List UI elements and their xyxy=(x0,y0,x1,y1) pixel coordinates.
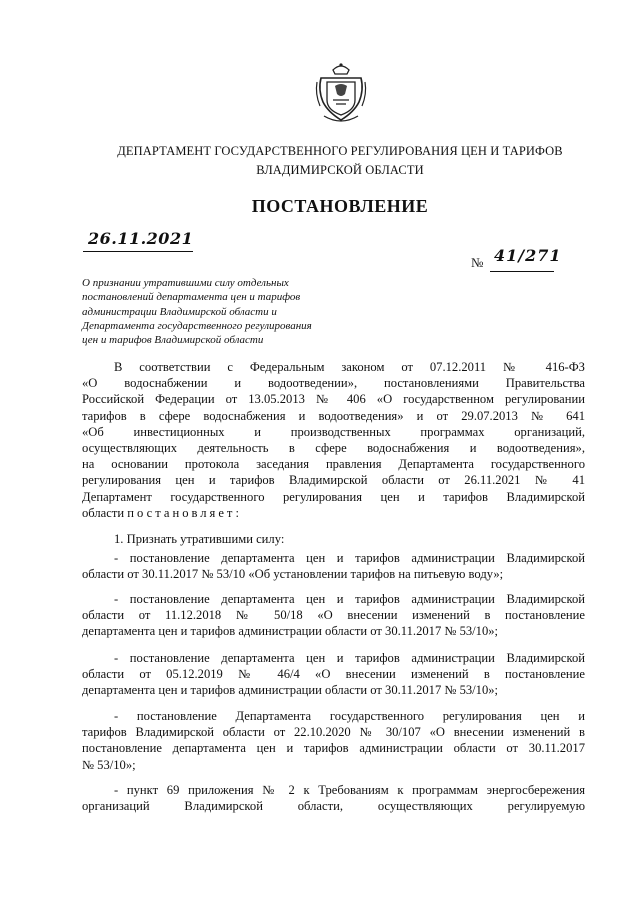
repealed-item-line: - пункт 69 приложения № 2 к Требованиям к программам энергосбережения xyxy=(114,783,585,797)
preamble-line: регулирования цен и тарифов Владимирской области от 26.11.2021 № 41 xyxy=(82,473,585,488)
repealed-item-line: № 53/10»; xyxy=(82,757,136,772)
preamble-line: Российской Федерации от 13.05.2013 № 406 «О государственном регулировании xyxy=(82,392,585,407)
repealed-item-4 xyxy=(82,708,585,773)
document-date: 26.11.2021 xyxy=(88,229,194,248)
postanovlyaet-keyword: постановляет: xyxy=(127,505,242,520)
item-1-heading xyxy=(82,531,585,547)
date-underline xyxy=(83,251,193,252)
item-1-text: 1. Признать утратившими силу: xyxy=(114,532,285,546)
preamble-line: «О водоснабжении и водоотведении», постановлениями Правительства xyxy=(82,376,585,391)
coat-of-arms-emblem xyxy=(314,60,368,126)
repealed-item-3 xyxy=(82,650,585,699)
repealed-item-2 xyxy=(82,591,585,640)
number-sign: № xyxy=(471,255,484,270)
repealed-item-line: тарифов Владимирской области от 22.10.2020 № 30/107 «О внесении изменений в xyxy=(82,725,585,740)
repealed-item-line: постановление департамента цен и тарифов администрации области от 30.11.2017 xyxy=(82,741,585,756)
preamble-line: осуществляющих деятельность в сфере водоснабжения и водоотведения», xyxy=(82,440,585,455)
repealed-item-line: области от 05.12.2019 № 46/4 «О внесении изменений в постановление xyxy=(82,667,585,682)
preamble-paragraph xyxy=(82,359,585,521)
repealed-item-line: департамента цен и тарифов администрации области от 30.11.2017 № 53/10»; xyxy=(82,683,499,698)
document-number: 41/271 xyxy=(494,246,562,265)
document-subject xyxy=(82,276,382,347)
preamble-line: «Об инвестиционных и производственных программах организаций, xyxy=(82,424,585,439)
repealed-item-1 xyxy=(82,550,585,582)
department-name-line-2: ВЛАДИМИРСКОЙ ОБЛАСТИ xyxy=(256,163,424,177)
repealed-item-line: - постановление Департамента государственного регулирования цен и xyxy=(114,709,585,723)
preamble-line: Департамент государственного регулирования цен и тарифов Владимирской xyxy=(82,489,585,504)
preamble-last-word: области xyxy=(82,505,125,520)
repealed-item-line: - постановление департамента цен и тарифов администрации Владимирской xyxy=(114,651,585,665)
number-underline xyxy=(490,271,554,272)
subject-line: Департамента государственного регулирования xyxy=(82,319,312,332)
repealed-item-line: - постановление департамента цен и тарифов администрации Владимирской xyxy=(114,551,585,565)
repealed-item-line: области от 11.12.2018 № 50/18 «О внесении изменений в постановление xyxy=(82,608,585,623)
preamble-closing-line xyxy=(82,505,585,521)
repealed-item-5 xyxy=(82,782,585,814)
department-name-line-1: ДЕПАРТАМЕНТ ГОСУДАРСТВЕННОГО РЕГУЛИРОВАНИЯ ЦЕН И ТАРИФОВ xyxy=(117,144,563,158)
subject-line: администрации Владимирской области и xyxy=(82,305,277,318)
repealed-item-line: - постановление департамента цен и тарифов администрации Владимирской xyxy=(114,592,585,606)
preamble-line: тарифов в сфере водоснабжения и водоотведения» и от 29.07.2013 № 641 xyxy=(82,408,585,423)
subject-line: цен и тарифов Владимирской области xyxy=(82,334,264,347)
preamble-line: на основании протокола заседания правления Департамента государственного xyxy=(82,457,585,472)
repealed-item-line: области от 30.11.2017 № 53/10 «Об установлении тарифов на питьевую воду»; xyxy=(82,567,504,582)
subject-line: О признании утратившими силу отдельных xyxy=(82,277,289,289)
document-title: ПОСТАНОВЛЕНИЕ xyxy=(251,196,429,216)
preamble-line: В соответствии с Федеральным законом от 07.12.2011 № 416-ФЗ xyxy=(114,360,585,374)
repealed-item-line: департамента цен и тарифов администрации области от 30.11.2017 № 53/10»; xyxy=(82,624,499,639)
repealed-item-line: организаций Владимирской области, осуществляющих регулируемую xyxy=(82,799,585,814)
subject-line: постановлений департамента цен и тарифов xyxy=(82,291,301,304)
